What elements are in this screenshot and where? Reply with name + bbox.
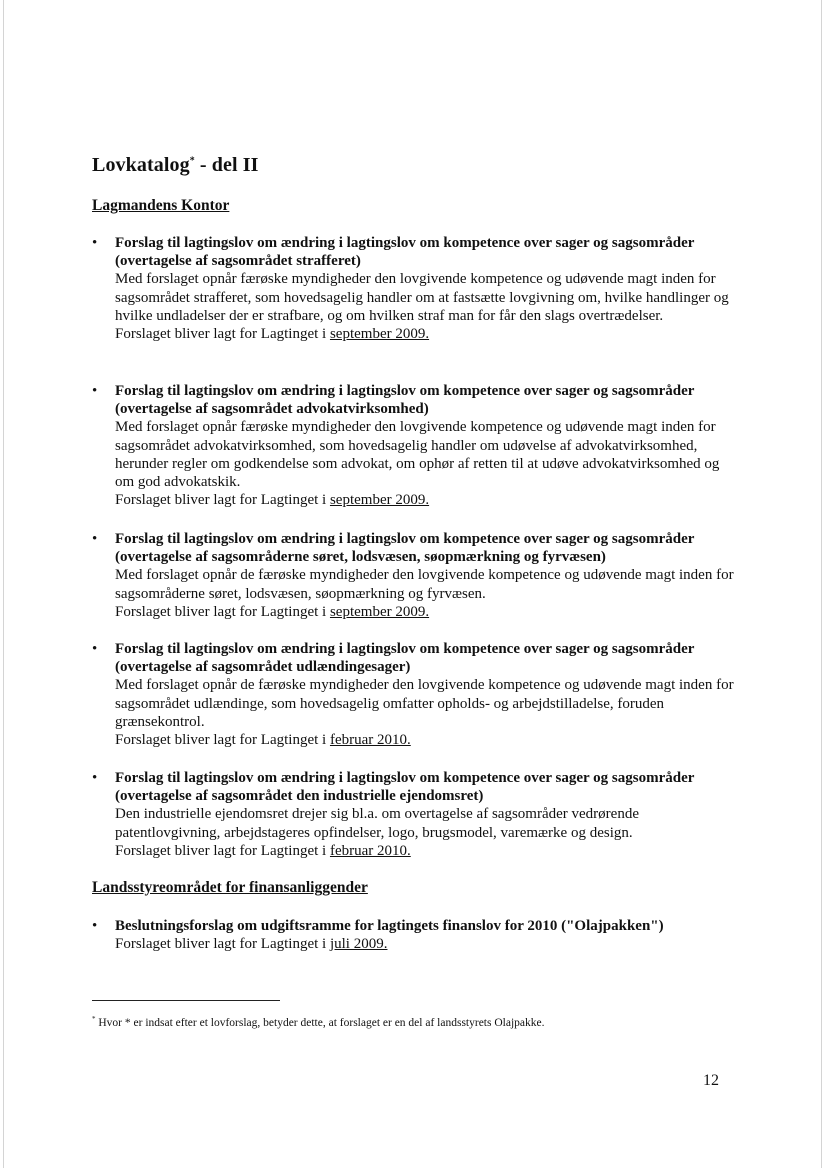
deadline-prefix: Forslaget bliver lagt for Lagtinget i — [115, 936, 330, 953]
proposal-title: Forslag til lagtingslov om ændring i lagtingslov om kompetence over sager og sagsområder (overtagelse af sagsområdet strafferet) — [115, 235, 695, 270]
section-heading-lagmandens-kontor: Lagmandens Kontor — [92, 197, 230, 214]
deadline-prefix: Forslaget bliver lagt for Lagtinget i — [115, 326, 330, 343]
bullet-icon: • — [92, 918, 98, 934]
proposal-title: Forslag til lagtingslov om ændring i lagtingslov om kompetence over sager og sagsområder (overtagelse af sagsområdet den industrielle ejendomsret) — [115, 770, 695, 805]
proposal-deadline — [115, 731, 735, 749]
deadline-date: september 2009. — [329, 492, 430, 509]
proposal-deadline — [115, 842, 735, 860]
list-item-body — [115, 530, 735, 621]
title-footnote-mark: * — [189, 155, 195, 167]
section-heading-finansanliggender: Landsstyreområdet for finansanliggender — [92, 879, 368, 896]
deadline-date: september 2009. — [329, 326, 430, 343]
deadline-date: februar 2010. — [329, 732, 411, 749]
proposal-deadline — [115, 603, 735, 621]
proposal-description: Med forslaget opnår færøske myndigheder den lovgivende kompetence og udøvende magt inden for sagsområdet advokatvirksomhed, som hovedsagelig handler om udøvelse af advokatvirksomhed, herunder regler om godkendelse som advokat, om ophør af retten til at udøve advokatvirksomhed og om god advokatskik. — [115, 419, 720, 491]
page-title-suffix: - del II — [194, 154, 259, 176]
deadline-date: februar 2010. — [329, 842, 411, 859]
proposal-description: Den industrielle ejendomsret drejer sig bl.a. om overtagelse af sagsområder vedrørende patentlovgivning, arbejdstageres opfindelser, logo, brugsmodel, varemærke og design. — [115, 806, 639, 841]
footnote-separator — [92, 1000, 280, 1001]
proposal-title: Forslag til lagtingslov om ændring i lagtingslov om kompetence over sager og sagsområder (overtagelse af sagsområderne søret, lodsvæsen, søopmærkning og fyrvæsen) — [115, 531, 695, 566]
list-item-body — [115, 640, 735, 749]
list-item-body — [115, 382, 735, 509]
bullet-icon: • — [92, 770, 98, 786]
proposal-description: Med forslaget opnår færøske myndigheder den lovgivende kompetence og udøvende magt inden for sagsområdet strafferet, som hovedsagelig handler om at fastsætte lovgivning om, hvilke handlinger og hvilke undladelser der er strafbare, og om hvilken straf man for får den slags overtrædelser. — [115, 271, 729, 324]
list-item-body — [115, 917, 735, 953]
footnote-mark: * — [92, 1015, 96, 1023]
proposal-deadline — [115, 325, 735, 343]
proposal-title: Forslag til lagtingslov om ændring i lagtingslov om kompetence over sager og sagsområder (overtagelse af sagsområdet udlændingesager) — [115, 641, 695, 676]
list-item-body — [115, 769, 735, 860]
deadline-date: september 2009. — [329, 603, 430, 620]
proposal-description: Med forslaget opnår de færøske myndigheder den lovgivende kompetence og udøvende magt inden for sagsområderne søret, lodsvæsen, søopmærkning og fyrvæsen. — [115, 567, 734, 602]
scan-edge-left — [3, 0, 4, 1168]
bullet-icon: • — [92, 641, 98, 657]
bullet-icon: • — [92, 383, 98, 399]
deadline-prefix: Forslaget bliver lagt for Lagtinget i — [115, 842, 330, 859]
page-title-text: Lovkatalog — [92, 154, 190, 176]
bullet-icon: • — [92, 235, 98, 251]
bullet-icon: • — [92, 531, 98, 547]
proposal-description: Med forslaget opnår de færøske myndigheder den lovgivende kompetence og udøvende magt inden for sagsområdet udlændinge, som hovedsagelig omfatter opholds- og arbejdstilladelse, foruden grænsekontrol. — [115, 677, 734, 730]
footnote-text: Hvor * er indsat efter et lovforslag, betyder dette, at forslaget er en del af landsstyrets Olajpakke. — [95, 1016, 545, 1029]
footnote — [92, 1012, 544, 1030]
page-number: 12 — [703, 1072, 719, 1089]
scan-edge-right — [821, 0, 822, 1168]
deadline-prefix: Forslaget bliver lagt for Lagtinget i — [115, 603, 330, 620]
proposal-title: Beslutningsforslag om udgiftsramme for lagtingets finanslov for 2010 ("Olajpakken") — [115, 918, 664, 934]
deadline-date: juli 2009. — [329, 936, 388, 953]
list-item-body — [115, 234, 735, 343]
proposal-deadline — [115, 935, 735, 953]
page-title — [92, 154, 258, 177]
deadline-prefix: Forslaget bliver lagt for Lagtinget i — [115, 732, 330, 749]
proposal-title: Forslag til lagtingslov om ændring i lagtingslov om kompetence over sager og sagsområder (overtagelse af sagsområdet advokatvirksomhed) — [115, 383, 695, 418]
deadline-prefix: Forslaget bliver lagt for Lagtinget i — [115, 492, 330, 509]
proposal-deadline — [115, 491, 735, 509]
